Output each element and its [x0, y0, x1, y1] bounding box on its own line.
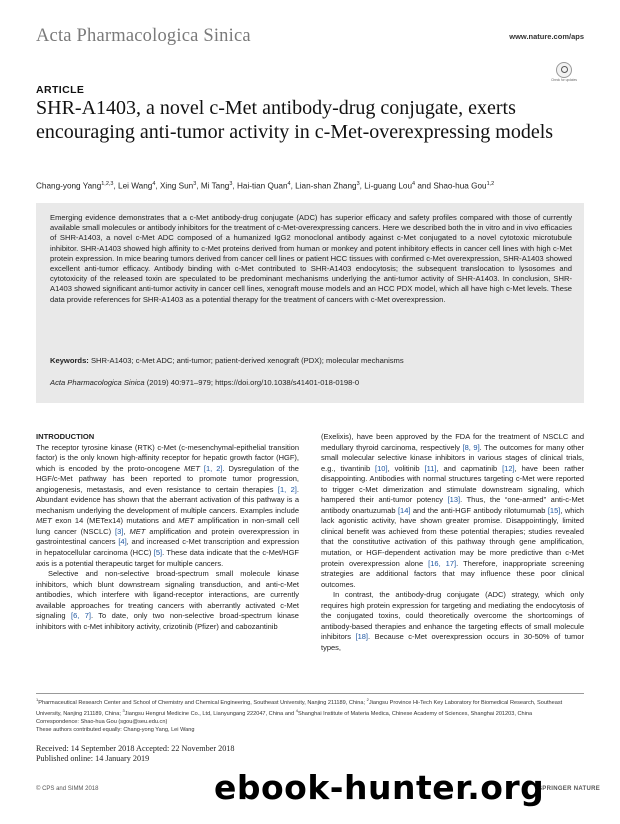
author-name: Lian-shan Zhang — [295, 181, 357, 191]
citation-details[interactable]: (2019) 40:971–979; https://doi.org/10.1038/s41401-018-0198-0 — [146, 378, 360, 387]
reference-link[interactable]: [6, 7] — [70, 611, 91, 621]
author-name: Hai-tian Quan — [236, 181, 288, 191]
text-run: MET — [184, 463, 200, 473]
affiliation-number: 4 — [295, 707, 298, 713]
text-run: . These data indicate that the c-Met/HGF axis is a potential therapeutic target for multiple cancers. — [36, 548, 299, 568]
text-run: , have been rather disappointing. Antibodies with normal structures targeting c-Met were reported to trigger c-Met dimerization and stimulate downstream signaling, which hampered their anti-tumor potency — [321, 463, 584, 505]
author-affiliation: 3 — [356, 181, 360, 187]
text-run: , — [123, 526, 130, 536]
author-affiliation: 1,2 — [486, 181, 495, 187]
journal-name: Acta Pharmacologica Sinica — [36, 26, 251, 46]
reference-link[interactable]: [13] — [447, 495, 461, 505]
text-run: , and increased c-Met transcription and expression in hepatocellular carcinoma (HCC) — [36, 537, 299, 558]
author-affiliation: 4 — [152, 181, 156, 187]
article-type-label: ARTICLE — [36, 84, 85, 96]
text-run: . Because c-Met overexpression occurs in 30-50% of tumor types, — [321, 632, 584, 652]
text-run: . Thus, the “one-armed” anti-c-Met antibody onartuzumab — [321, 495, 584, 515]
paragraph — [36, 569, 299, 632]
author-affiliation: 3 — [229, 181, 233, 187]
text-run: Selective and non-selective broad-spectrum small molecule kinase inhibitors, which blunt downstream signaling transduction, and anti-c-Met antibodies, which interfere with ligand-receptor interactions, are currently available approaches for treating cancers with aberrantly activated c-Met signaling — [36, 569, 299, 621]
reference-link[interactable]: [8, 9] — [462, 442, 480, 452]
reference-link[interactable]: [16, 17] — [428, 558, 457, 568]
text-run: exon 14 (METex14) mutations and — [51, 516, 179, 526]
text-run: (Exelixis), have been approved by the FDA for the treatment of NSCLC and medullary thyroid carcinoma, respectively — [321, 432, 584, 452]
citation-journal: Acta Pharmacologica Sinica — [50, 378, 145, 387]
author-list: Chang-yong Yang$^{1,2,3}$, Lei Wang$^4$, Xing Sun$^3$, Mi Tang$^3$, Hai-tian Quan$^4$, Lian-shan Zhang$^3$, Li-guang Lou$^4$ and Shao-hua Gou$^{1,2}$ — [36, 181, 495, 191]
text-run: , and capmatinib — [436, 463, 503, 473]
paragraph — [36, 443, 299, 570]
keywords — [50, 356, 572, 365]
citation — [50, 378, 572, 387]
affiliation-text: Shanghai Institute of Materia Medica, Chinese Academy of Sciences, Shanghai 201203, China — [297, 710, 533, 717]
author-name: Xing Sun — [159, 181, 194, 191]
copyright: © CPS and SIMM 2018 — [36, 786, 99, 792]
article-dates — [36, 744, 235, 763]
author-affiliation: 1,2,3 — [101, 181, 114, 187]
text-run: In contrast, the antibody-drug conjugate (ADC) strategy, which only requires high protein expression for targeting and mediating the endocytosis of the conjugated toxins, could theoretically overcome the shortcomings of antibody-based therapies and enhance the targeting effects of small molecule inhibitors — [321, 590, 584, 642]
reference-link[interactable]: [11] — [424, 463, 437, 473]
footnotes — [36, 696, 584, 734]
paragraph — [321, 432, 584, 590]
abstract-text: Emerging evidence demonstrates that a c-Met antibody-drug conjugate (ADC) has superior efficacy and safety profiles compared with those of currently available small molecules or antibody inhibitors for the treatment of c-Met-overexpressing cancers. Here we described both the in vitro and in vivo efficacies of SHR-A1403, a novel c-Met ADC composed of a humanized IgG2 monoclonal antibody against c-Met conjugated to a novel cytotoxic microtubule inhibitor. SHR-A1403 showed high affinity to c-Met proteins derived from human or monkey and potent inhibitory effects in cancer cell lines with high c-Met protein expression. In mice bearing tumors derived from cancer cell lines or patient HCC tissues with confirmed c-Met overexpression, SHR-A1403 showed excellent anti-tumor efficacy. Antibody binding with c-Met contributed to SHR-A1403 endocytosis; the subsequent translocation to lysosomes and cytotoxicity of the released toxin are speculated to be predominant mechanisms underlying the anti-tumor activity of SHR-A1403. In conclusion, SHR-A1403 showed significant anti-tumor activity in cancer cell lines, xenograft mouse models and an HCC PDX model, which all have high c-Met levels. These data provide references for SHR-A1403 as a potential therapy for the treatment of cancers with c-Met overexpression. — [50, 213, 572, 304]
author-name: Lei Wang — [118, 181, 153, 191]
affiliations — [36, 696, 584, 718]
author-affiliation: 4 — [287, 181, 291, 187]
journal-url-link[interactable]: www.nature.com/aps — [509, 32, 584, 41]
watermark: ebook-hunter.org — [214, 768, 545, 807]
text-run: , which lack agonistic activity, have shown greater promise. Disappointingly, limited clinical benefit was achieved from these potential therapies; studies revealed that the constitutive activation of this pathway through gene amplification, mutation, or HGF-dependent activation may be more predictive than c-Met protein overexpression alone — [321, 505, 585, 568]
reference-link[interactable]: [4] — [118, 537, 127, 547]
author-affiliation: 4 — [412, 181, 416, 187]
reference-link[interactable]: [3] — [115, 526, 124, 536]
text-run: , volitinib — [387, 463, 425, 473]
footnote-divider — [36, 693, 584, 694]
author-name: Chang-yong Yang — [36, 181, 102, 191]
check-for-updates-button[interactable] — [551, 62, 577, 83]
check-updates-label: Check for updates — [551, 78, 577, 82]
author-name: Shao-hua Gou — [433, 181, 487, 191]
published-date: Published online: 14 January 2019 — [36, 753, 150, 763]
text-run: amplification in non-small cell lung cancer (NSCLC) — [36, 516, 299, 536]
text-run: MET — [129, 526, 146, 536]
reference-link[interactable]: [5] — [153, 548, 163, 558]
text-run: amplification and protein overexpression in gastrointestinal cancers — [36, 526, 300, 547]
check-updates-icon — [556, 62, 572, 78]
body-column-left — [36, 432, 299, 632]
publisher-logo: SPRINGER NATURE — [538, 786, 601, 792]
text-run: . To date, only two non-selective broad-spectrum kinase inhibitors with c-Met inhibitory activity, crizotinib (Pfizer) and cabozantinib — [36, 611, 299, 631]
reference-link[interactable]: [1, 2] — [277, 484, 297, 494]
body-column-right — [321, 432, 584, 653]
article-title: SHR-A1403, a novel c-Met antibody-drug conjugate, exerts encouraging anti-tumor activity in c-Met-overexpressing models — [36, 97, 554, 143]
reference-link[interactable]: [18] — [355, 632, 369, 642]
affiliation-number: 2 — [366, 697, 369, 702]
received-date: Received: 14 September 2018 Accepted: 22 November 2018 — [36, 744, 235, 753]
text-run: . Dysregulation of the HGF/c-Met pathway has been reported to promote tumor progression, angiogenesis, metastasis, and even resistance to certain therapies — [36, 463, 299, 494]
author-name: Li-guang Lou — [364, 181, 413, 191]
text-run: . Therefore, inappropriate screening strategies are additional factors that may influence these poor clinical outcomes. — [321, 558, 584, 589]
text-run: and the anti-HGF antibody rilotumumab — [410, 505, 548, 515]
reference-link[interactable]: [10] — [375, 463, 388, 473]
keywords-label: Keywords: — [50, 356, 89, 365]
affiliation-number: 3 — [122, 707, 125, 713]
text-run: MET — [36, 516, 52, 526]
affiliation-text: Pharmaceutical Research Center and School of Chemistry and Chemical Engineering, Southeast University, Nanjing 211189, China; — [38, 699, 367, 706]
text-run: The receptor tyrosine kinase (RTK) c-Met (c-mesenchymal-epithelial transition factor) is the only known high-affinity receptor for hepatic growth factor (HGF), which is encoded by the proto-oncogene — [36, 442, 299, 473]
paragraph — [321, 590, 584, 653]
affiliation-text: Jiangsu Hengrui Medicine Co., Ltd, Lianyungang 222047, China and — [124, 710, 296, 717]
reference-link[interactable]: [12] — [502, 463, 515, 473]
text-run: MET — [178, 516, 195, 526]
affiliation-text: Jiangsu Province Hi-Tech Key Laboratory for Biomedical Research, Southeast University, Nanjing 211189, China; — [36, 699, 563, 717]
reference-link[interactable]: [1, 2] — [203, 463, 223, 473]
author-affiliation: 3 — [193, 181, 197, 187]
author-name: Mi Tang — [200, 181, 230, 191]
text-run: . Abundant evidence has shown that the aberrant activation of this pathway is a mechanism underlying the development of multiple cancers. Examples include — [36, 484, 299, 515]
affiliation-number: 1 — [36, 697, 39, 702]
text-run: . The outcomes for many other small molecular selective kinase inhibitors in various stages of clinical trials, e.g., tivantinib — [321, 442, 585, 473]
keywords-text: SHR-A1403; c-Met ADC; anti-tumor; patient-derived xenograft (PDX); molecular mechanisms — [90, 356, 404, 365]
reference-link[interactable]: [15] — [547, 505, 561, 515]
section-heading: INTRODUCTION — [36, 432, 95, 441]
equal-contribution: These authors contributed equally: Chang-yong Yang, Lei Wang — [36, 727, 195, 733]
correspondence: Correspondence: Shao-hua Gou (sgou@seu.edu.cn) — [36, 718, 168, 725]
reference-link[interactable]: [14] — [397, 505, 411, 515]
